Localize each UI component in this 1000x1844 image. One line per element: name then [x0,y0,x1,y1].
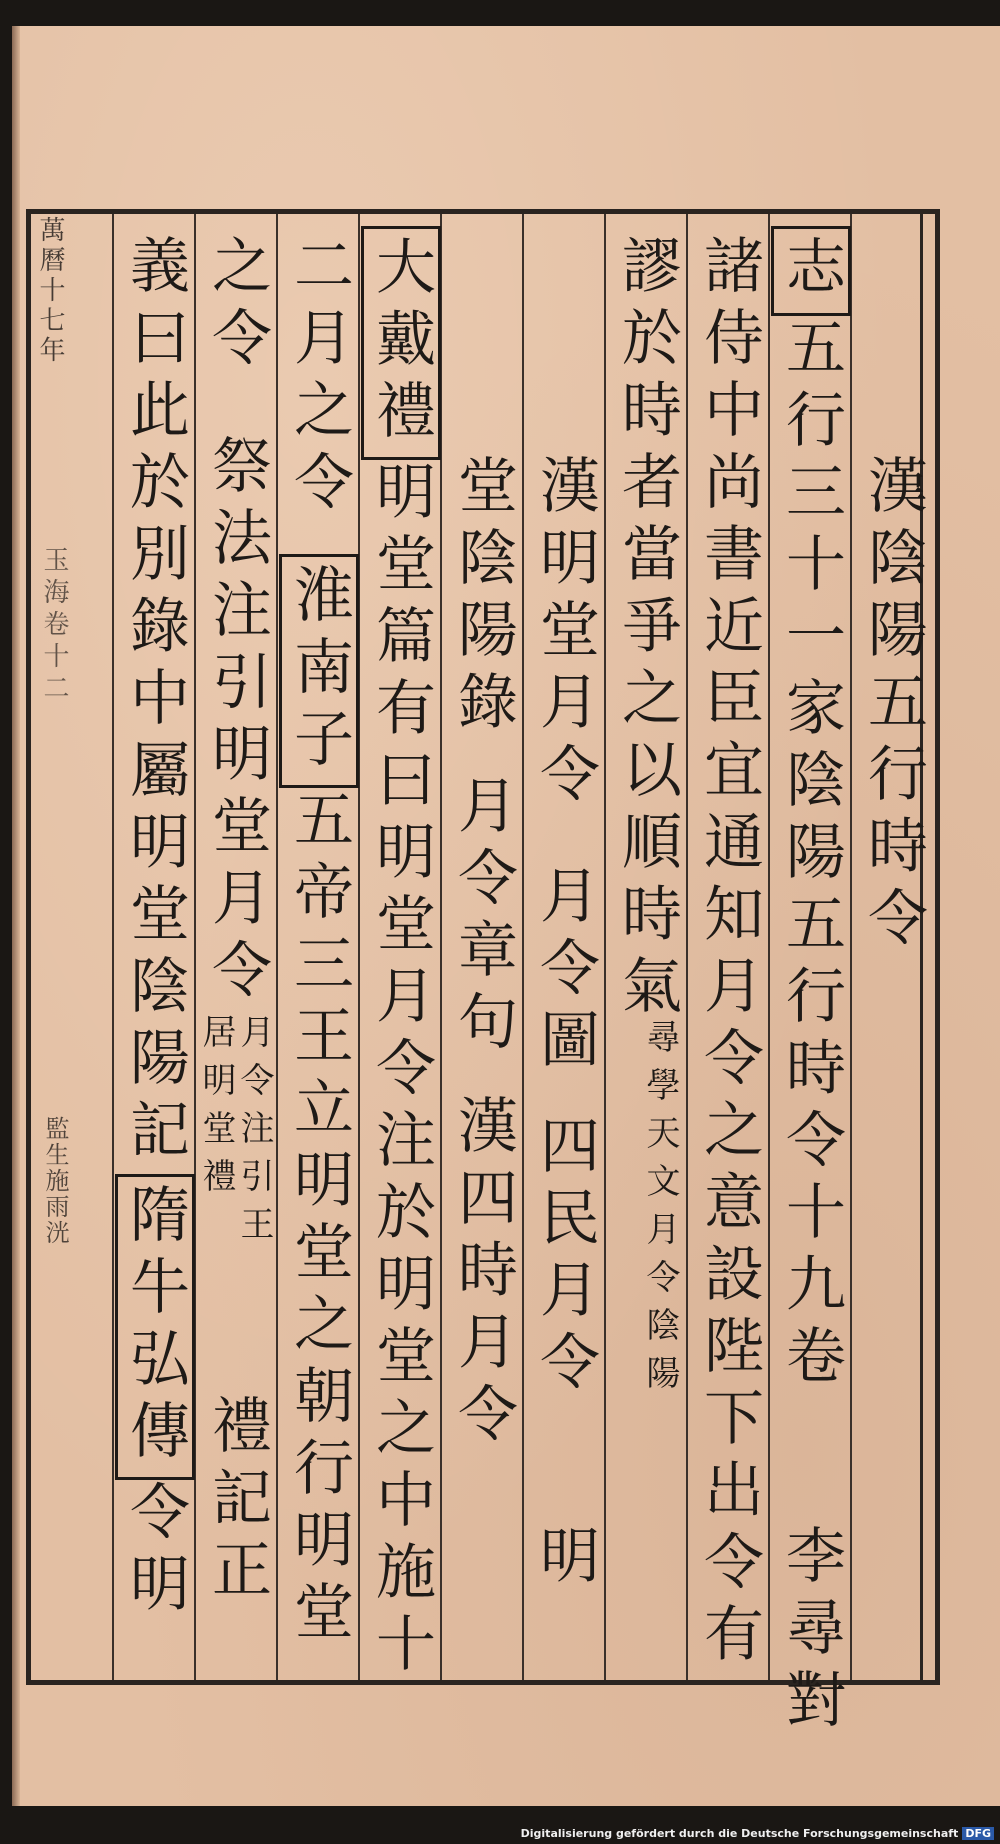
column-5-mid2-text: 四民月令 [530,1114,600,1402]
annotation-column-9a [234,1014,274,1254]
column-7-text: 明堂篇有曰明堂月令注於明堂之中施十 [366,460,436,1684]
text-column-10-box [120,1174,190,1624]
column-6-mid2-text: 漢四時月令 [448,1094,518,1454]
text-column-6-mid2 [448,1094,518,1454]
column-rule [604,214,606,1680]
column-5-text: 漢明堂月令 [530,454,600,814]
column-8-text: 二月之令 [284,234,354,522]
dfg-badge: DFG [962,1827,994,1840]
heading-box: 大戴禮 [361,226,441,460]
column-2-text: 五行三十一家陰陽五行時令十九卷 [776,316,846,1396]
column-8-tail-text: 五帝三王立明堂之朝行明堂 [284,788,354,1652]
text-column-2-tail [776,1524,846,1740]
margin-date: 萬曆十七年 [35,216,65,366]
credit-text: Digitalisierung gefördert durch die Deutsche Forschungsgemeinschaft [520,1827,959,1840]
column-10-tail-text: 令明 [120,1480,190,1624]
text-column-9 [202,234,272,378]
column-9-note-b: 居明堂禮 [196,1014,236,1206]
column-9-text: 之令 [202,234,272,378]
text-column-5-tail [530,1524,600,1596]
text-frame [26,209,940,1740]
column-5-mid1-text: 月令圖 [530,864,600,1080]
heading-box: 志 [771,226,851,316]
heading-box: 隋牛弘傳 [115,1174,195,1480]
column-2-tail-text: 李尋對 [776,1524,846,1740]
column-5-tail-text: 明 [530,1524,600,1596]
text-column-8-box [284,554,354,1652]
column-rule [686,214,688,1680]
column-10-text: 義曰此於別錄中屬明堂陰陽記 [120,234,190,1170]
text-column-5-mid2 [530,1114,600,1402]
column-1-text: 漢陰陽五行時令 [858,454,928,958]
column-9-note-a: 月令注引王 [234,1014,274,1254]
text-column-8 [284,234,354,522]
text-column-1 [858,454,928,958]
column-rule [276,214,278,1680]
column-rule [768,214,770,1680]
column-4-text: 謬於時者當爭之以順時氣 [612,234,682,1026]
margin-bottom-text: 監生施雨洸 [41,1116,69,1246]
text-column-9-mid1 [202,434,272,1010]
text-column-3 [694,234,764,1674]
column-9-mid1-text: 祭法注引明堂月令 [202,434,272,1010]
text-column-7 [366,226,436,1684]
column-6-mid1-text: 月令章句 [448,774,518,1062]
text-column-5 [530,454,600,814]
column-4-note: 尋學天文月令陰陽 [640,1019,680,1403]
column-6-text: 堂陰陽錄 [448,454,518,742]
text-column-4 [612,234,682,1026]
column-9-tail-text: 禮記正 [202,1394,272,1610]
column-rule [850,214,852,1680]
text-column-6-mid1 [448,774,518,1062]
column-rule [358,214,360,1680]
book-page [12,26,1000,1806]
column-3-text: 諸侍中尚書近臣宜通知月令之意設陛下出令有 [694,234,764,1674]
page-edge [12,26,20,1806]
column-rule [522,214,524,1680]
annotation-column-9b [196,1014,236,1206]
text-column-5-mid1 [530,864,600,1080]
text-column-9-tail [202,1394,272,1610]
heading-box: 淮南子 [279,554,359,788]
column-rule [112,214,114,1680]
text-column-2 [776,226,846,1396]
digitization-credit [521,1827,994,1840]
text-column-10 [120,234,190,1170]
annotation-column-4 [640,1019,680,1403]
text-column-6 [448,454,518,742]
margin-title-text: 玉海卷十二 [39,546,69,706]
